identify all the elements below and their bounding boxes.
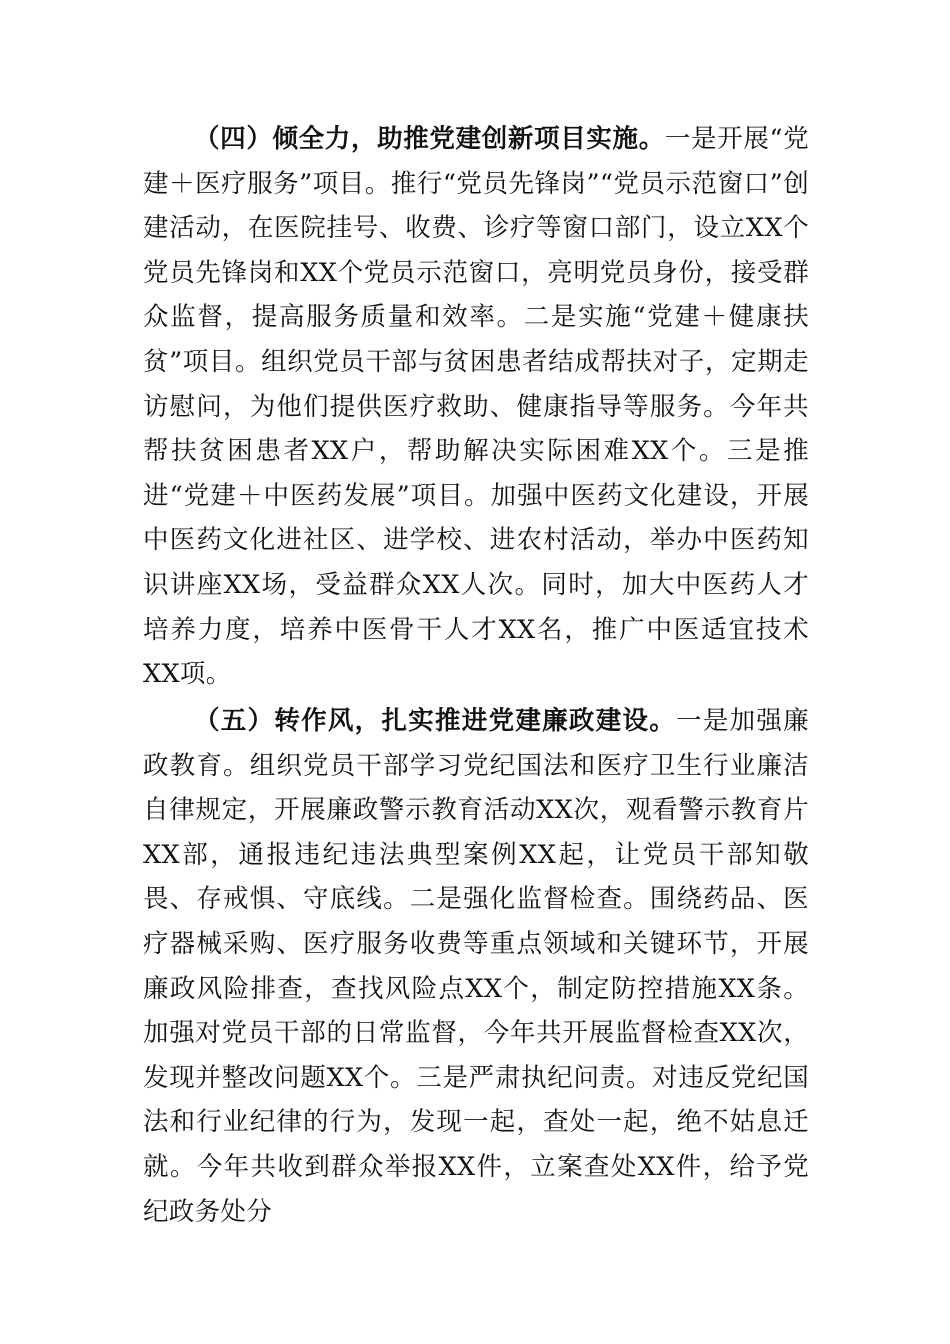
paragraph-section-5: [143, 699, 809, 1234]
section-4-heading: （四）倾全力，助推党建创新项目实施。: [194, 124, 665, 154]
section-5-heading: （五）转作风，扎实推进党建廉政建设。: [194, 706, 677, 736]
paragraph-section-4: [143, 117, 809, 697]
section-5-body: 一是加强廉政教育。组织党员干部学习党纪国法和医疗卫生行业廉洁自律规定，开展廉政警示教育活动XX次，观看警示教育片XX部，通报违纪违法典型案例XX起，让党员干部知敬畏、存戒惧、守底线。二是强化监督检查。围绕药品、医疗器械采购、医疗服务收费等重点领域和关键环节，开展廉政风险排查，查找风险点XX个，制定防控措施XX条。加强对党员干部的日常监督，今年共开展监督检查XX次，发现并整改问题XX个。三是严肃执纪问责。对违反党纪国法和行业纪律的行为，发现一起，查处一起，绝不姑息迁就。今年共收到群众举报XX件，立案查处XX件，给予党纪政务处分: [143, 706, 809, 1227]
section-4-body: 一是开展“党建＋医疗服务”项目。推行“党员先锋岗”“党员示范窗口”创建活动，在医院挂号、收费、诊疗等窗口部门，设立XX个党员先锋岗和XX个党员示范窗口，亮明党员身份，接受群众监督，提高服务质量和效率。二是实施“党建＋健康扶贫”项目。组织党员干部与贫困患者结成帮扶对子，定期走访慰问，为他们提供医疗救助、健康指导等服务。今年共帮扶贫困患者XX户，帮助解决实际困难XX个。三是推进“党建＋中医药发展”项目。加强中医药文化建设，开展中医药文化进社区、进学校、进农村活动，举办中医药知识讲座XX场，受益群众XX人次。同时，加大中医药人才培养力度，培养中医骨干人才XX名，推广中医适宜技术XX项。: [143, 124, 809, 690]
